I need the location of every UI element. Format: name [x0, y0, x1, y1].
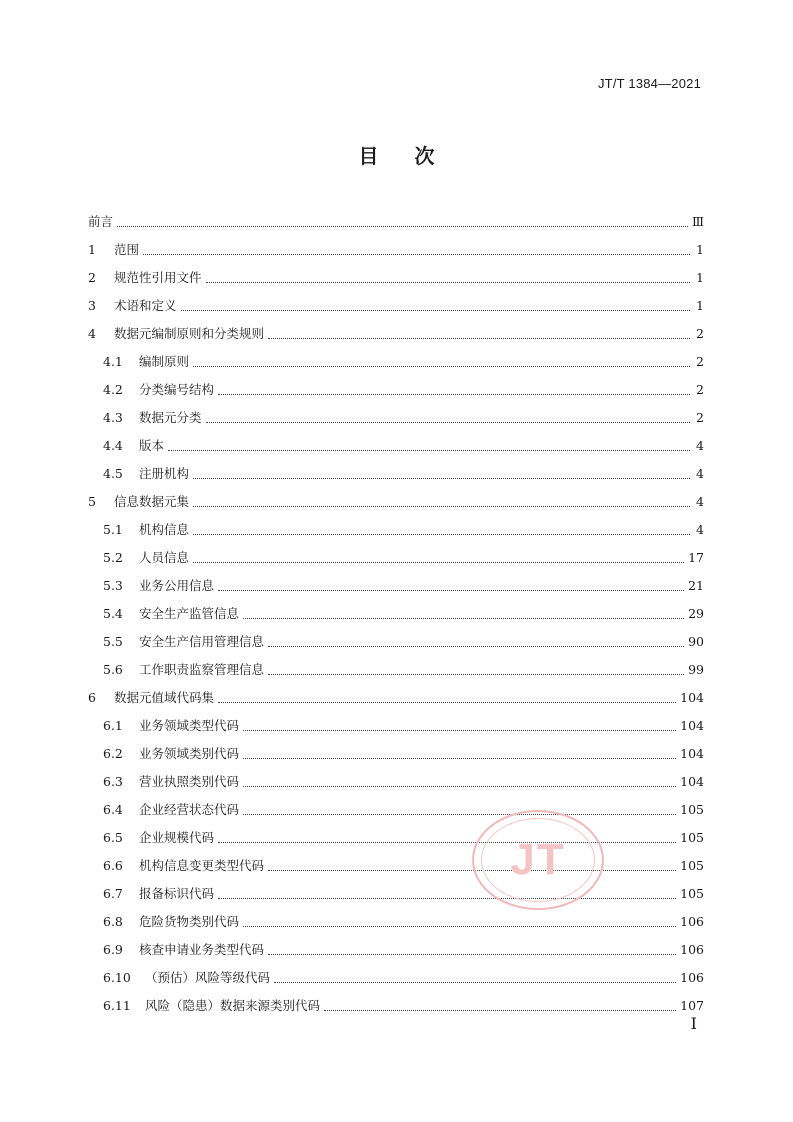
toc-entry-page: 21	[688, 578, 704, 593]
toc-entry-page: 105	[680, 802, 704, 817]
toc-entry-title: 机构信息变更类型代码	[139, 858, 265, 873]
toc-leader-dots	[324, 1010, 676, 1011]
toc-entry-title: 数据元编制原则和分类规则	[114, 326, 265, 341]
toc-entry-number: 5.4	[103, 606, 123, 621]
toc-entry-title: 编制原则	[139, 354, 190, 369]
page-title: 目次	[358, 144, 471, 168]
toc-entry-number: 4.3	[103, 410, 123, 425]
toc-entry[interactable]	[88, 734, 704, 762]
toc-entry-page: 104	[680, 718, 704, 733]
toc-entry[interactable]	[88, 202, 704, 230]
toc-leader-dots	[143, 254, 690, 255]
toc-leader-dots	[117, 226, 688, 227]
toc-leader-dots	[243, 618, 684, 619]
toc-entry-page: 29	[688, 606, 704, 621]
toc-leader-dots	[206, 282, 690, 283]
toc-entry-title: 业务公用信息	[139, 578, 215, 593]
toc-entry[interactable]	[88, 342, 704, 370]
toc-entry[interactable]	[88, 650, 704, 678]
toc-entry-number: 6.7	[103, 886, 123, 901]
toc-entry-page: 106	[680, 914, 704, 929]
toc-entry[interactable]	[88, 874, 704, 902]
toc-entry-number: 3	[88, 298, 96, 313]
toc-entry-page: 2	[696, 410, 704, 425]
toc-entry[interactable]	[88, 958, 704, 986]
toc-entry[interactable]	[88, 426, 704, 454]
toc-entry-title: 前言	[88, 214, 114, 229]
toc-leader-dots	[268, 674, 684, 675]
toc-entry[interactable]	[88, 258, 704, 286]
toc-entry-title: 术语和定义	[114, 298, 177, 313]
toc-entry-title: 范围	[114, 242, 140, 257]
toc-leader-dots	[218, 898, 676, 899]
toc-leader-dots	[243, 786, 676, 787]
toc-entry-number: 6.1	[103, 718, 123, 733]
toc-entry-number: 1	[88, 242, 96, 257]
toc-leader-dots	[218, 394, 690, 395]
toc-leader-dots	[218, 702, 676, 703]
toc-entry-page: 2	[696, 326, 704, 341]
toc-entry-title: 机构信息	[139, 522, 190, 537]
toc-entry-number: 6.10	[103, 970, 131, 985]
toc-entry-title: 数据元分类	[139, 410, 202, 425]
toc-leader-dots	[268, 870, 676, 871]
toc-entry-number: 5.5	[103, 634, 123, 649]
toc-entry-page: 106	[680, 942, 704, 957]
toc-entry[interactable]	[88, 286, 704, 314]
toc-entry-title: 规范性引用文件	[114, 270, 202, 285]
toc-entry[interactable]	[88, 986, 704, 1014]
toc-entry-page: 106	[680, 970, 704, 985]
toc-entry-title: 核查申请业务类型代码	[139, 942, 265, 957]
toc-entry-title: 工作职责监察管理信息	[139, 662, 265, 677]
toc-entry[interactable]	[88, 398, 704, 426]
toc-entry-number: 2	[88, 270, 96, 285]
toc-entry-page: 104	[680, 746, 704, 761]
toc-entry-page: 4	[696, 438, 704, 453]
toc-leader-dots	[243, 730, 676, 731]
toc-entry-number: 6.8	[103, 914, 123, 929]
toc-leader-dots	[193, 366, 690, 367]
toc-leader-dots	[243, 814, 676, 815]
toc-entry[interactable]	[88, 538, 704, 566]
toc-entry-title: 风险（隐患）数据来源类别代码	[145, 998, 321, 1013]
toc-entry-number: 5.6	[103, 662, 123, 677]
toc-entry-title: （预估）风险等级代码	[145, 970, 271, 985]
toc-entry-number: 6.9	[103, 942, 123, 957]
toc-entry-number: 5.2	[103, 550, 123, 565]
toc-entry-number: 6.3	[103, 774, 123, 789]
toc-entry-title: 企业规模代码	[139, 830, 215, 845]
toc-entry-page: 99	[688, 662, 704, 677]
toc-entry-number: 4.2	[103, 382, 123, 397]
toc-entry[interactable]	[88, 762, 704, 790]
toc-entry-page: 1	[696, 270, 704, 285]
toc-entry-page: 1	[696, 242, 704, 257]
toc-entry-number: 6.11	[103, 998, 131, 1013]
toc-entry-page: 105	[680, 830, 704, 845]
toc-entry-page: 107	[680, 998, 704, 1013]
toc-entry[interactable]	[88, 902, 704, 930]
toc-entry-title: 安全生产监管信息	[139, 606, 240, 621]
seal-text: JT	[510, 835, 566, 884]
table-of-contents	[88, 202, 704, 1014]
toc-entry-page: 1	[696, 298, 704, 313]
toc-entry-number: 4.4	[103, 438, 123, 453]
toc-leader-dots	[268, 954, 676, 955]
toc-leader-dots	[193, 478, 690, 479]
toc-entry-title: 数据元值域代码集	[114, 690, 215, 705]
toc-entry-number: 4	[88, 326, 96, 341]
toc-leader-dots	[218, 590, 684, 591]
toc-entry[interactable]	[88, 314, 704, 342]
toc-entry-page: Ⅲ	[691, 214, 704, 229]
toc-entry[interactable]	[88, 482, 704, 510]
toc-leader-dots	[243, 926, 676, 927]
toc-leader-dots	[193, 506, 690, 507]
toc-entry-number: 6.4	[103, 802, 123, 817]
toc-entry[interactable]	[88, 230, 704, 258]
toc-entry[interactable]	[88, 846, 704, 874]
toc-entry-number: 5.3	[103, 578, 123, 593]
toc-entry-page: 17	[688, 550, 704, 565]
toc-entry-number: 6.2	[103, 746, 123, 761]
page-number: I	[690, 1014, 697, 1033]
toc-entry[interactable]	[88, 510, 704, 538]
toc-leader-dots	[268, 646, 684, 647]
toc-entry[interactable]	[88, 622, 704, 650]
toc-entry-title: 营业执照类别代码	[139, 774, 240, 789]
toc-entry-title: 业务领域类型代码	[139, 718, 240, 733]
toc-leader-dots	[243, 758, 676, 759]
toc-leader-dots	[193, 534, 690, 535]
toc-entry-number: 5.1	[103, 522, 123, 537]
toc-leader-dots	[218, 842, 676, 843]
toc-entry-title: 分类编号结构	[139, 382, 215, 397]
toc-leader-dots	[206, 422, 690, 423]
toc-entry-page: 105	[680, 886, 704, 901]
toc-entry-number: 6	[88, 690, 96, 705]
toc-entry-page: 104	[680, 774, 704, 789]
toc-entry-page: 4	[696, 522, 704, 537]
toc-entry-title: 危险货物类别代码	[139, 914, 240, 929]
toc-leader-dots	[193, 562, 684, 563]
standard-code: JT/T 1384—2021	[597, 76, 701, 91]
jt-seal-watermark	[472, 810, 604, 910]
toc-entry[interactable]	[88, 678, 704, 706]
toc-entry-page: 2	[696, 382, 704, 397]
toc-entry[interactable]	[88, 930, 704, 958]
toc-leader-dots	[181, 310, 690, 311]
toc-entry-number: 6.5	[103, 830, 123, 845]
toc-entry-title: 业务领域类别代码	[139, 746, 240, 761]
toc-entry-title: 企业经营状态代码	[139, 802, 240, 817]
toc-entry-title: 版本	[139, 438, 165, 453]
toc-entry-page: 4	[696, 466, 704, 481]
toc-entry-page: 4	[696, 494, 704, 509]
toc-entry-page: 104	[680, 690, 704, 705]
toc-entry-number: 5	[88, 494, 96, 509]
toc-entry-title: 人员信息	[139, 550, 190, 565]
toc-entry[interactable]	[88, 370, 704, 398]
toc-entry[interactable]	[88, 790, 704, 818]
toc-entry-page: 90	[688, 634, 704, 649]
toc-entry-page: 105	[680, 858, 704, 873]
toc-entry-number: 4.5	[103, 466, 123, 481]
toc-entry-title: 报备标识代码	[139, 886, 215, 901]
toc-entry-title: 注册机构	[139, 466, 190, 481]
toc-entry[interactable]	[88, 594, 704, 622]
toc-entry[interactable]	[88, 818, 704, 846]
toc-entry[interactable]	[88, 706, 704, 734]
toc-entry-number: 6.6	[103, 858, 123, 873]
toc-entry-number: 4.1	[103, 354, 123, 369]
toc-leader-dots	[268, 338, 690, 339]
toc-leader-dots	[168, 450, 690, 451]
toc-entry[interactable]	[88, 454, 704, 482]
toc-entry-title: 安全生产信用管理信息	[139, 634, 265, 649]
toc-entry-page: 2	[696, 354, 704, 369]
toc-leader-dots	[274, 982, 676, 983]
toc-entry[interactable]	[88, 566, 704, 594]
toc-entry-title: 信息数据元集	[114, 494, 190, 509]
